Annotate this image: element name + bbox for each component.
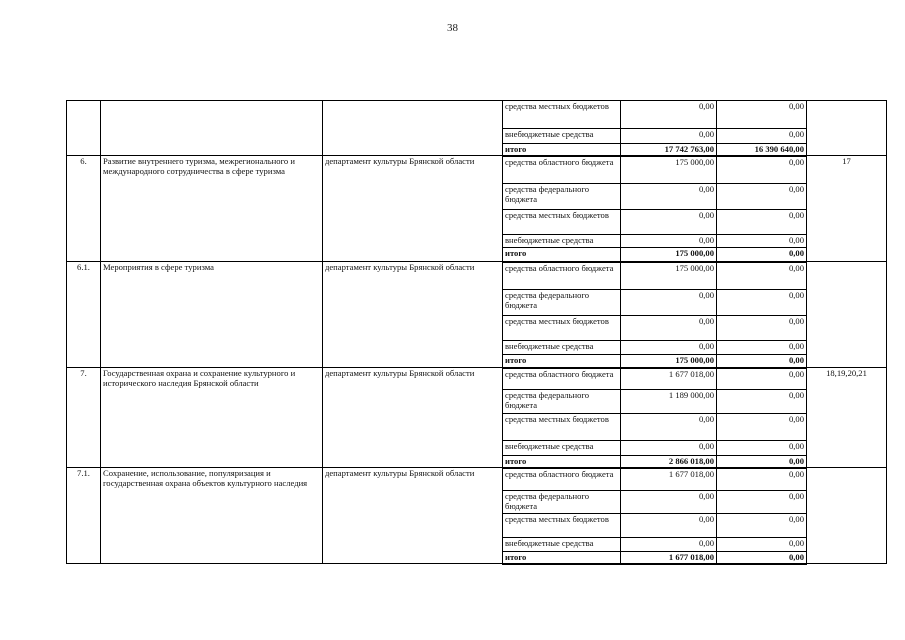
amount-cell-2: 0,00 xyxy=(717,129,807,144)
amount-cell-1: 0,00 xyxy=(621,514,717,538)
funding-source-cell: итого xyxy=(503,248,621,262)
amount-cell-2: 0,00 xyxy=(717,156,807,184)
amount-cell-1: 175 000,00 xyxy=(621,262,717,290)
budget-table xyxy=(66,100,887,565)
funding-source-cell: средства федерального бюджета xyxy=(503,390,621,414)
amount-cell-1: 1 677 018,00 xyxy=(621,552,717,564)
result-ref-cell xyxy=(807,468,887,564)
amount-cell-1: 0,00 xyxy=(621,129,717,144)
amount-cell-1: 17 742 763,00 xyxy=(621,144,717,156)
amount-cell-1: 1 677 018,00 xyxy=(621,468,717,491)
amount-cell-2: 0,00 xyxy=(717,468,807,491)
amount-cell-2: 16 390 640,00 xyxy=(717,144,807,156)
funding-source-cell: средства областного бюджета xyxy=(503,368,621,390)
table-row xyxy=(67,101,887,129)
amount-cell-1: 1 189 000,00 xyxy=(621,390,717,414)
funding-source-cell: итого xyxy=(503,456,621,468)
funding-source-cell: средства федерального бюджета xyxy=(503,184,621,210)
executor-cell: департамент культуры Брянской области xyxy=(323,368,503,468)
activity-name-cell xyxy=(101,101,323,156)
result-ref-cell: 18,19,20,21 xyxy=(807,368,887,468)
funding-source-cell: средства федерального бюджета xyxy=(503,491,621,514)
row-number-cell xyxy=(67,101,101,156)
amount-cell-2: 0,00 xyxy=(717,248,807,262)
activity-name-cell: Государственная охрана и сохранение культурного и исторического наследия Брянской области xyxy=(101,368,323,468)
table-row xyxy=(67,156,887,184)
funding-source-cell: итого xyxy=(503,552,621,564)
row-number-cell: 7. xyxy=(67,368,101,468)
amount-cell-1: 175 000,00 xyxy=(621,156,717,184)
amount-cell-1: 0,00 xyxy=(621,184,717,210)
amount-cell-2: 0,00 xyxy=(717,390,807,414)
amount-cell-1: 0,00 xyxy=(621,210,717,235)
amount-cell-1: 1 677 018,00 xyxy=(621,368,717,390)
amount-cell-1: 0,00 xyxy=(621,341,717,355)
amount-cell-1: 175 000,00 xyxy=(621,248,717,262)
funding-source-cell: внебюджетные средства xyxy=(503,235,621,248)
funding-source-cell: средства областного бюджета xyxy=(503,156,621,184)
funding-source-cell: внебюджетные средства xyxy=(503,538,621,552)
amount-cell-2: 0,00 xyxy=(717,514,807,538)
amount-cell-1: 0,00 xyxy=(621,235,717,248)
result-ref-cell: 17 xyxy=(807,156,887,262)
amount-cell-1: 0,00 xyxy=(621,441,717,456)
amount-cell-2: 0,00 xyxy=(717,235,807,248)
amount-cell-2: 0,00 xyxy=(717,101,807,129)
amount-cell-2: 0,00 xyxy=(717,538,807,552)
row-number-cell: 7.1. xyxy=(67,468,101,564)
amount-cell-1: 0,00 xyxy=(621,101,717,129)
amount-cell-2: 0,00 xyxy=(717,290,807,316)
amount-cell-2: 0,00 xyxy=(717,414,807,441)
funding-source-cell: средства местных бюджетов xyxy=(503,101,621,129)
funding-source-cell: внебюджетные средства xyxy=(503,441,621,456)
page-number: 38 xyxy=(447,22,458,34)
amount-cell-2: 0,00 xyxy=(717,456,807,468)
funding-source-cell: средства местных бюджетов xyxy=(503,414,621,441)
row-number-cell: 6.1. xyxy=(67,262,101,368)
funding-source-cell: средства местных бюджетов xyxy=(503,316,621,341)
amount-cell-1: 175 000,00 xyxy=(621,355,717,368)
executor-cell: департамент культуры Брянской области xyxy=(323,262,503,368)
executor-cell: департамент культуры Брянской области xyxy=(323,468,503,564)
amount-cell-2: 0,00 xyxy=(717,441,807,456)
amount-cell-1: 0,00 xyxy=(621,316,717,341)
funding-source-cell: средства областного бюджета xyxy=(503,262,621,290)
table-row xyxy=(67,262,887,290)
amount-cell-2: 0,00 xyxy=(717,368,807,390)
amount-cell-1: 0,00 xyxy=(621,491,717,514)
funding-source-cell: внебюджетные средства xyxy=(503,341,621,355)
funding-source-cell: средства федерального бюджета xyxy=(503,290,621,316)
funding-source-cell: итого xyxy=(503,355,621,368)
amount-cell-1: 0,00 xyxy=(621,414,717,441)
funding-source-cell: итого xyxy=(503,144,621,156)
activity-name-cell: Сохранение, использование, популяризация и государственная охрана объектов культурного наследия xyxy=(101,468,323,564)
executor-cell xyxy=(323,101,503,156)
executor-cell: департамент культуры Брянской области xyxy=(323,156,503,262)
funding-source-cell: внебюджетные средства xyxy=(503,129,621,144)
amount-cell-2: 0,00 xyxy=(717,262,807,290)
amount-cell-2: 0,00 xyxy=(717,491,807,514)
amount-cell-2: 0,00 xyxy=(717,184,807,210)
table-row xyxy=(67,368,887,390)
activity-name-cell: Развитие внутреннего туризма, межрегионального и международного сотрудничества в сфере туризма xyxy=(101,156,323,262)
amount-cell-1: 0,00 xyxy=(621,538,717,552)
funding-source-cell: средства областного бюджета xyxy=(503,468,621,491)
amount-cell-1: 2 866 018,00 xyxy=(621,456,717,468)
amount-cell-2: 0,00 xyxy=(717,355,807,368)
activity-name-cell: Мероприятия в сфере туризма xyxy=(101,262,323,368)
funding-source-cell: средства местных бюджетов xyxy=(503,210,621,235)
amount-cell-2: 0,00 xyxy=(717,316,807,341)
row-number-cell: 6. xyxy=(67,156,101,262)
budget-table-body xyxy=(67,101,887,564)
result-ref-cell xyxy=(807,262,887,368)
amount-cell-2: 0,00 xyxy=(717,552,807,564)
amount-cell-1: 0,00 xyxy=(621,290,717,316)
funding-source-cell: средства местных бюджетов xyxy=(503,514,621,538)
amount-cell-2: 0,00 xyxy=(717,210,807,235)
table-row xyxy=(67,468,887,491)
result-ref-cell xyxy=(807,101,887,156)
amount-cell-2: 0,00 xyxy=(717,341,807,355)
